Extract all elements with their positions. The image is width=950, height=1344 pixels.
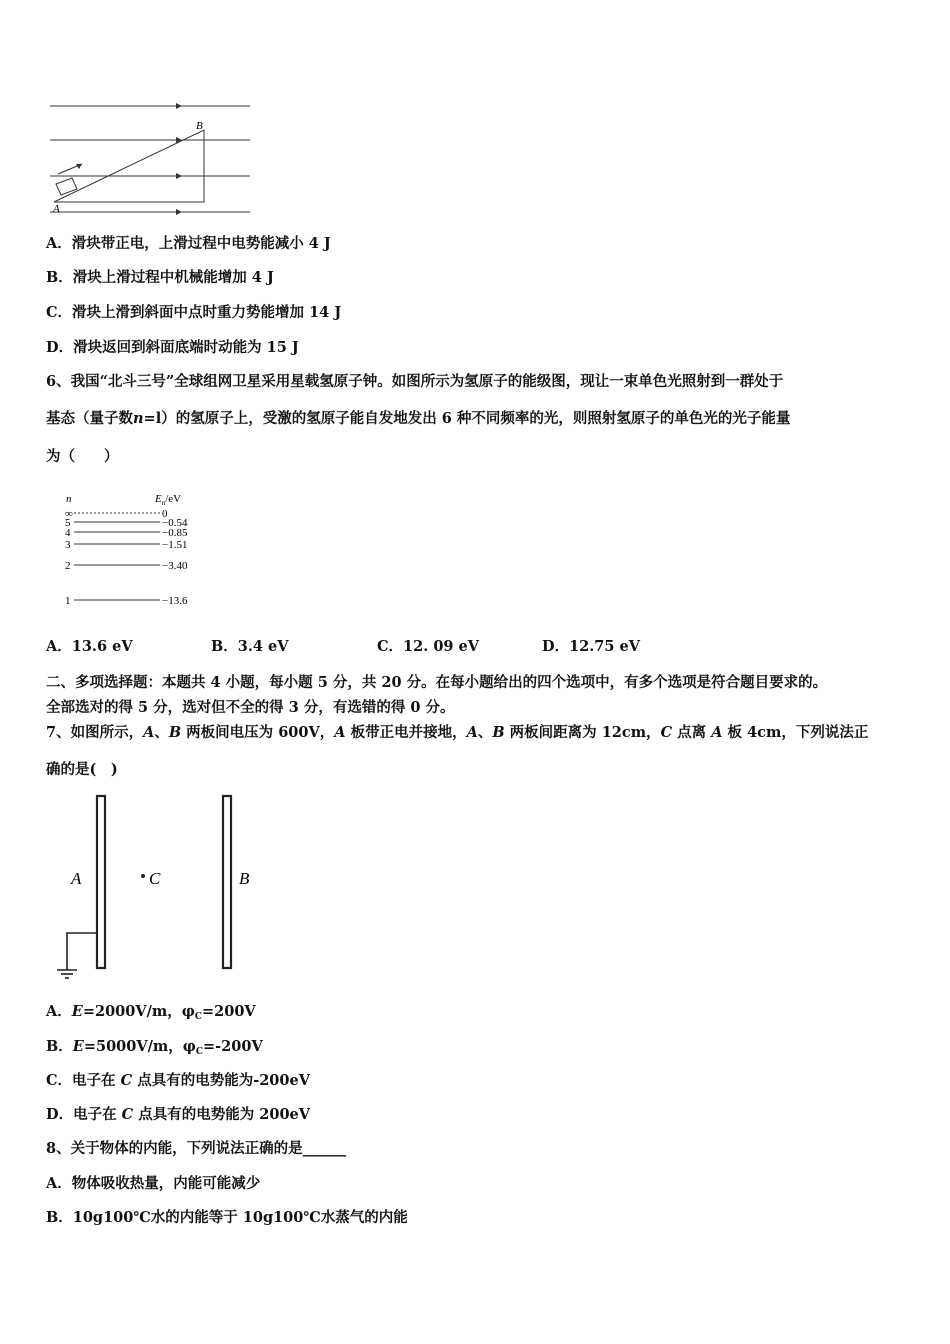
- potential-sub: C: [194, 1012, 203, 1022]
- potential-value: =-200V: [203, 1038, 263, 1055]
- q6-stem-line-2: [46, 409, 790, 429]
- option-prefix: D．电子在: [46, 1106, 122, 1123]
- option-prefix: B．: [46, 1038, 73, 1055]
- q7-option-c: [46, 1071, 310, 1091]
- q7-part: A: [711, 724, 723, 741]
- energy-level-diagram: [60, 490, 210, 615]
- q6-stem-line-2-start: 基态（量子数: [46, 410, 133, 427]
- q8-stem: 8、关于物体的内能，下列说法正确的是______: [46, 1140, 347, 1157]
- energy-sub: n: [161, 499, 166, 507]
- q5-option-c: C．滑块上滑到斜面中点时重力势能增加 14 J: [46, 304, 342, 321]
- energy-level-value: −3.40: [162, 560, 188, 572]
- q7-part: 板 4cm，下列说法正: [722, 724, 869, 741]
- energy-level-value: −13.6: [162, 595, 188, 607]
- energy-level-value: −1.51: [162, 539, 188, 551]
- q7-part: B: [492, 724, 505, 741]
- q7-part: B: [168, 724, 182, 741]
- q7-option-a: [46, 1002, 256, 1027]
- q6-option-d: D．12.75 eV: [542, 638, 641, 655]
- n-header: n: [66, 493, 72, 505]
- energy-level-number: 3: [65, 539, 71, 551]
- plate-a-label: A: [71, 869, 82, 888]
- energy-level-number: ∞: [65, 508, 73, 520]
- q6-option-c: C．12. 09 eV: [377, 638, 480, 655]
- quantum-number-symbol: n: [133, 410, 144, 427]
- energy-symbol: E: [155, 493, 162, 505]
- q7-stem-line-2: 确的是( ): [46, 761, 118, 778]
- q7-option-b: [46, 1037, 263, 1062]
- q7-part: 、: [154, 724, 169, 741]
- option-prefix: A．: [46, 1003, 72, 1020]
- q5-option-a: A．滑块带正电，上滑过程中电势能减小 4 J: [46, 235, 331, 252]
- q7-part: 、: [477, 724, 493, 741]
- q7-part: A: [334, 724, 346, 741]
- q8-option-a: A．物体吸收热量，内能可能减少: [46, 1175, 261, 1192]
- q7-part: 点离: [672, 724, 712, 741]
- plate-b: [223, 796, 231, 968]
- energy-level-number: 1: [65, 595, 71, 607]
- q6-stem-line-1: 6、我国“北斗三号”全球组网卫星采用星载氢原子钟。如图所示为氢原子的能级图，现让一束单色光照射到一群处于: [46, 373, 784, 390]
- energy-level-value: −0.85: [162, 527, 188, 539]
- q7-part: 两板间距离为 12cm，: [504, 724, 661, 741]
- q7-part: 两板间电压为 600V，: [181, 724, 335, 741]
- option-rest: 点具有的电势能为 200eV: [133, 1106, 311, 1123]
- plate-b-label: B: [239, 869, 250, 888]
- energy-level-number: 5: [65, 517, 71, 529]
- point-a-label: A: [53, 203, 60, 215]
- ground-wire: [67, 933, 97, 970]
- point-symbol: C: [121, 1106, 134, 1123]
- q7-part: 7、如图所示，: [46, 724, 144, 741]
- q6-stem-line-2-end: =l）的氢原子上，受激的氢原子能自发地发出 6 种不同频率的光，则照射氢原子的单色光的光子能量: [143, 410, 791, 427]
- field-symbol: E: [72, 1038, 84, 1055]
- q8-option-b: B．10g100℃水的内能等于 10g100℃水蒸气的内能: [46, 1209, 408, 1226]
- energy-level-value: 0: [162, 508, 168, 520]
- point-c-label: C: [149, 869, 161, 888]
- parallel-plates-figure: [55, 792, 265, 992]
- q7-part: A: [466, 724, 478, 741]
- section-2-heading: 二、多项选择题：本题共 4 小题，每小题 5 分，共 20 分。在每小题给出的四个选项中，有多个选项是符合题目要求的。: [46, 674, 828, 691]
- point-c-dot: [141, 874, 145, 878]
- q6-stem-line-3: 为（ ）: [46, 448, 119, 465]
- incline-field-figure: [46, 98, 256, 218]
- q7-part: A: [143, 724, 155, 741]
- option-rest: 点具有的电势能为-200eV: [132, 1072, 310, 1089]
- point-symbol: C: [120, 1072, 133, 1089]
- energy-level-number: 4: [65, 527, 71, 539]
- option-prefix: C．电子在: [46, 1072, 121, 1089]
- q7-stem-line-1: [46, 723, 868, 743]
- q6-option-b: B．3.4 eV: [211, 638, 289, 655]
- section-2-instructions: 全部选对的得 5 分，选对但不全的得 3 分，有选错的得 0 分。: [46, 699, 455, 716]
- potential-value: =200V: [202, 1003, 256, 1020]
- potential-sub: C: [195, 1047, 204, 1057]
- energy-level-number: 2: [65, 560, 71, 572]
- q5-option-d: D．滑块返回到斜面底端时动能为 15 J: [46, 339, 299, 356]
- q7-option-d: [46, 1105, 310, 1125]
- point-b-label: B: [196, 120, 203, 132]
- energy-header: [154, 493, 181, 507]
- field-value: =5000V/m，φ: [83, 1038, 196, 1055]
- plate-a: [97, 796, 105, 968]
- q6-option-a: A．13.6 eV: [46, 638, 133, 655]
- field-symbol: E: [71, 1003, 83, 1020]
- q5-option-b: B．滑块上滑过程中机械能增加 4 J: [46, 269, 274, 286]
- q7-part: 板带正电并接地，: [345, 724, 467, 741]
- energy-level-value: −0.54: [162, 517, 188, 529]
- field-value: =2000V/m，φ: [82, 1003, 195, 1020]
- energy-unit: /eV: [165, 493, 182, 505]
- q7-part: C: [660, 724, 673, 741]
- energy-levels: [65, 508, 188, 607]
